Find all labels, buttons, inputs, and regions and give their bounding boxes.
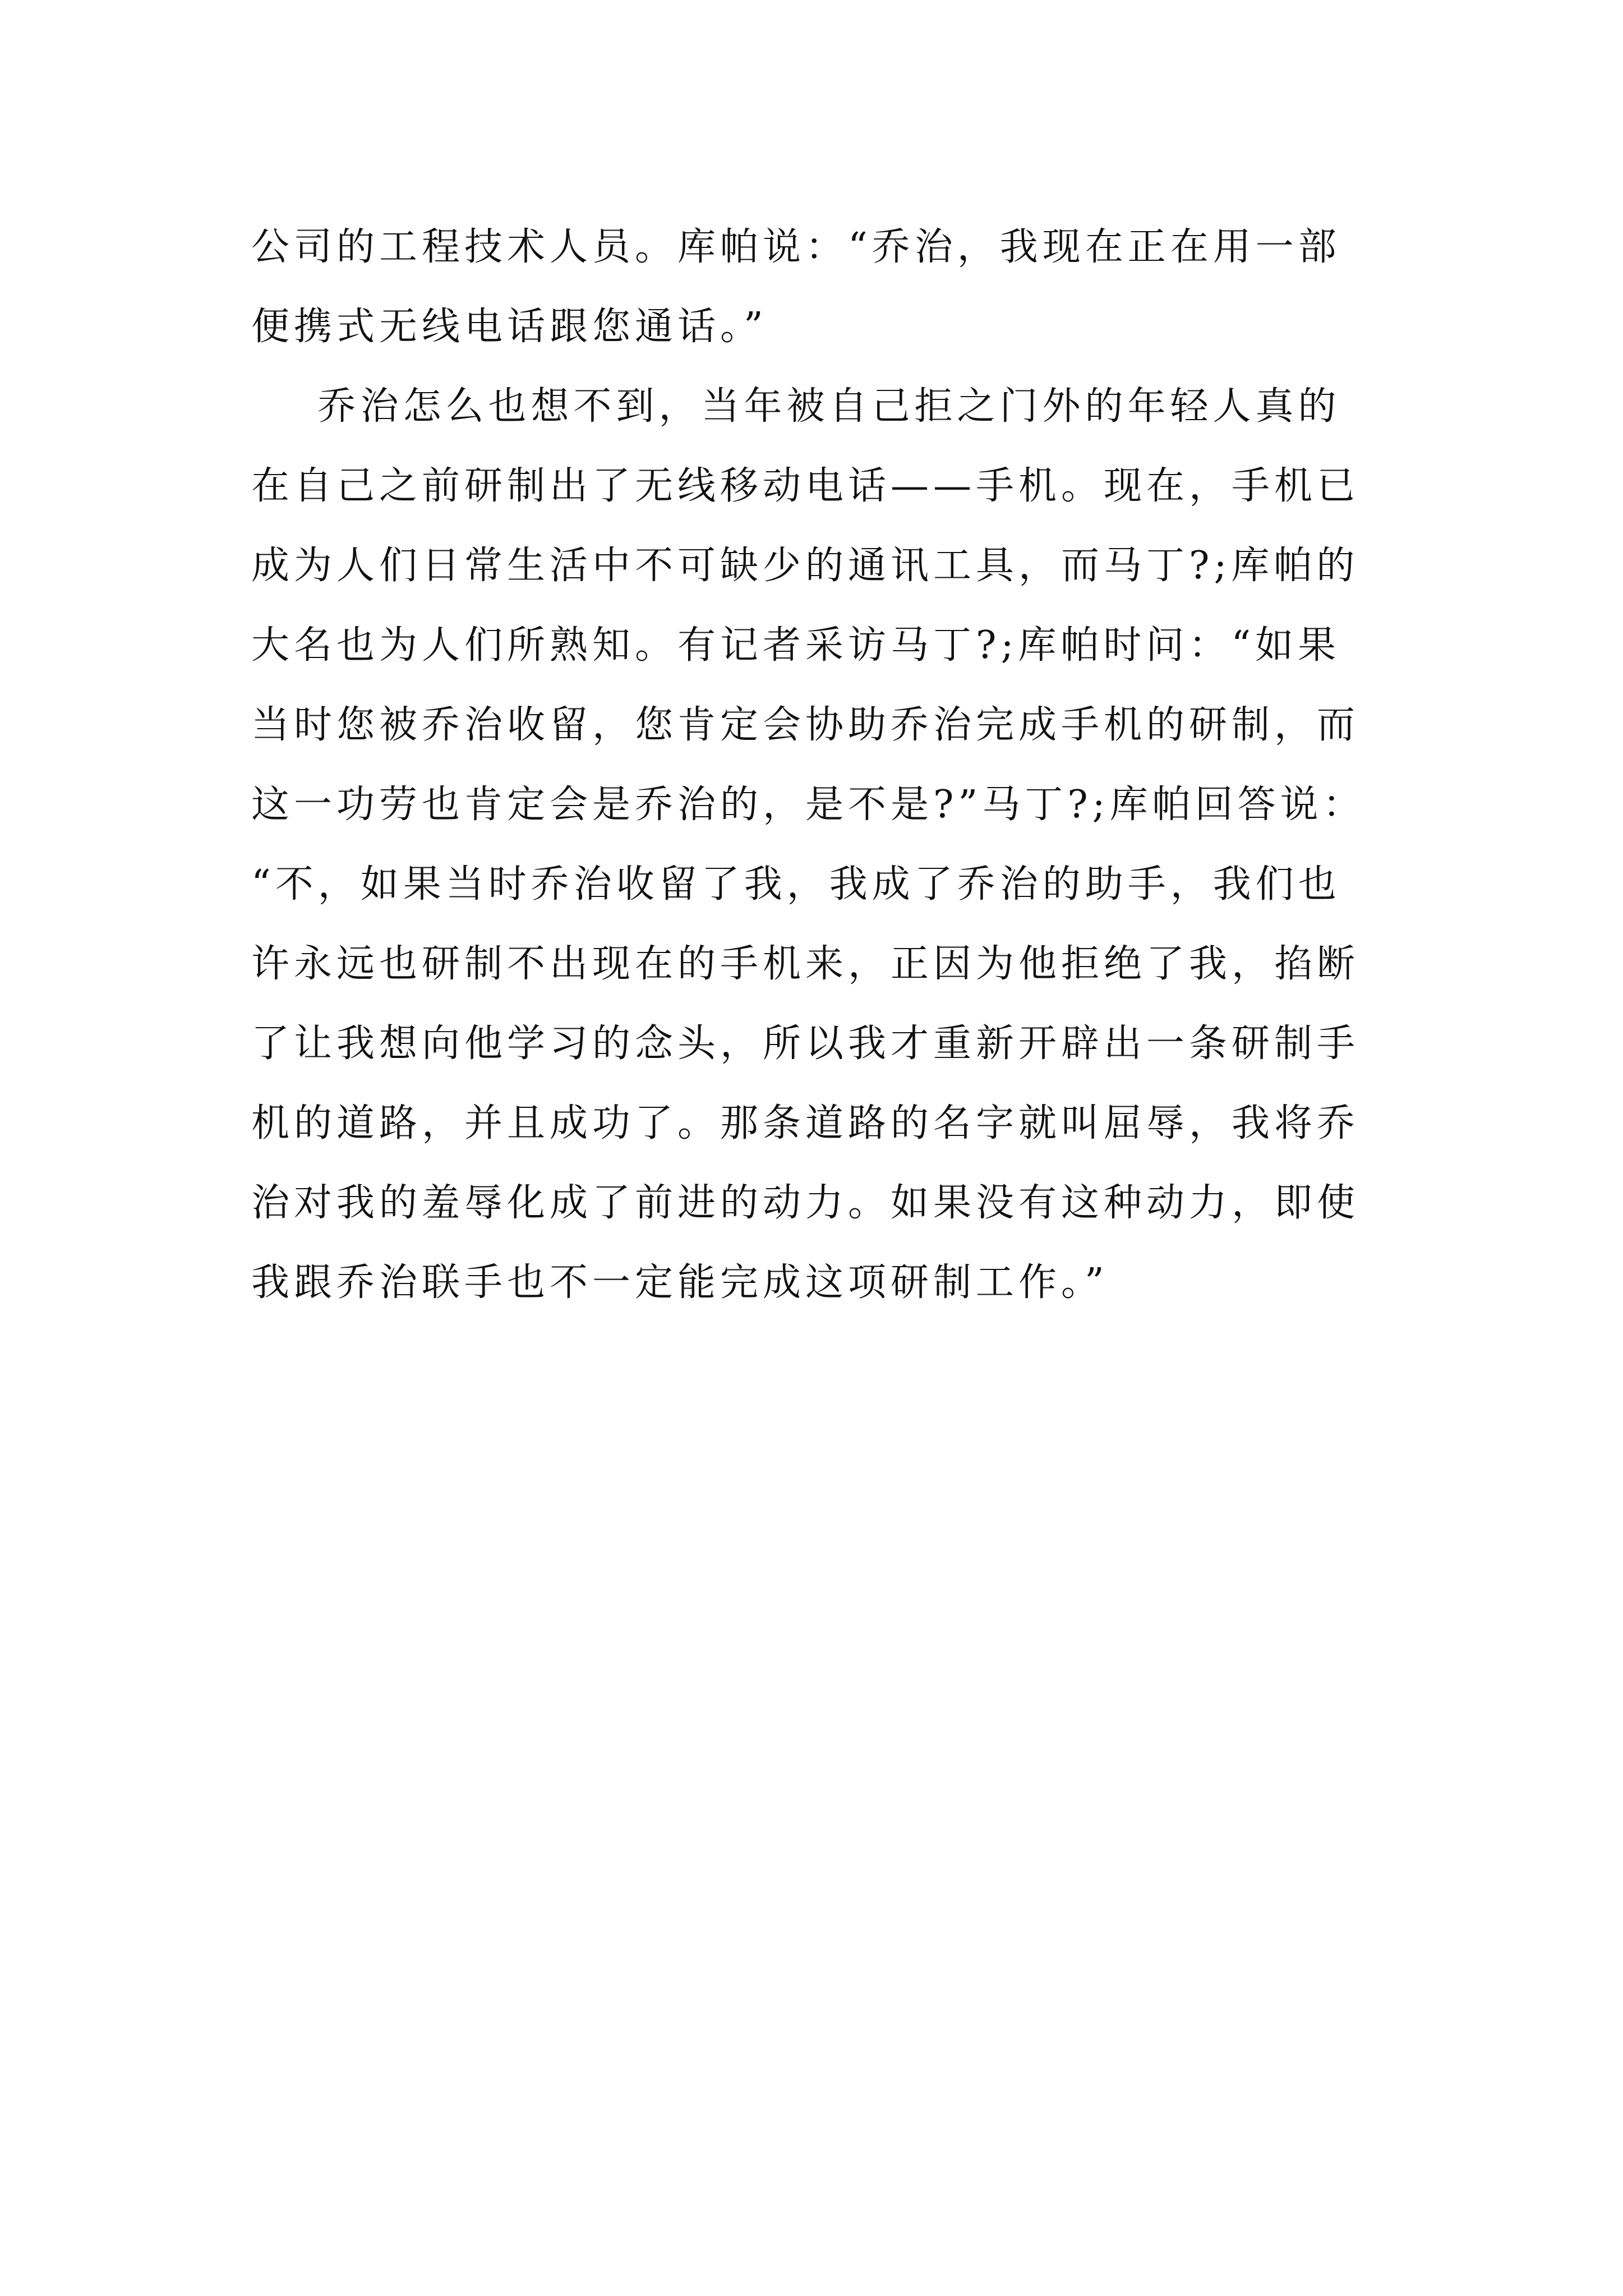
text-line: 机的道路，并且成功了。那条道路的名字就叫屈辱，我将乔 bbox=[251, 1101, 1360, 1145]
text-line: 我跟乔治联手也不一定能完成这项研制工作。” bbox=[251, 1260, 1109, 1305]
text-line: 了让我想向他学习的念头，所以我才重新开辟出一条研制手 bbox=[251, 1022, 1360, 1066]
text-line: 成为人们日常生活中不可缺少的通讯工具，而马丁?;库帕的 bbox=[251, 544, 1359, 588]
text-line: 在自己之前研制出了无线移动电话——手机。现在，手机已 bbox=[251, 464, 1360, 508]
text-line: 这一功劳也肯定会是乔治的，是不是?”马丁?;库帕回答说： bbox=[251, 783, 1366, 827]
body-text bbox=[251, 208, 1429, 1323]
text-line: 许永远也研制不出现在的手机来，正因为他拒绝了我，掐断 bbox=[251, 942, 1360, 986]
text-line: 便携式无线电话跟您通话。” bbox=[251, 305, 768, 349]
text-line: 大名也为人们所熟知。有记者采访马丁?;库帕时问：“如果 bbox=[251, 623, 1341, 668]
paragraph-start-line: 乔治怎么也想不到，当年被自己拒之门外的年轻人真的 bbox=[251, 384, 1341, 429]
text-line: 公司的工程技术人员。库帕说：“乔治，我现在正在用一部 bbox=[251, 225, 1341, 269]
text-line: 当时您被乔治收留，您肯定会协助乔治完成手机的研制，而 bbox=[251, 703, 1360, 747]
text-line: “不，如果当时乔治收留了我，我成了乔治的助手，我们也 bbox=[251, 862, 1341, 907]
text-line: 治对我的羞辱化成了前进的动力。如果没有这种动力，即使 bbox=[251, 1181, 1360, 1225]
